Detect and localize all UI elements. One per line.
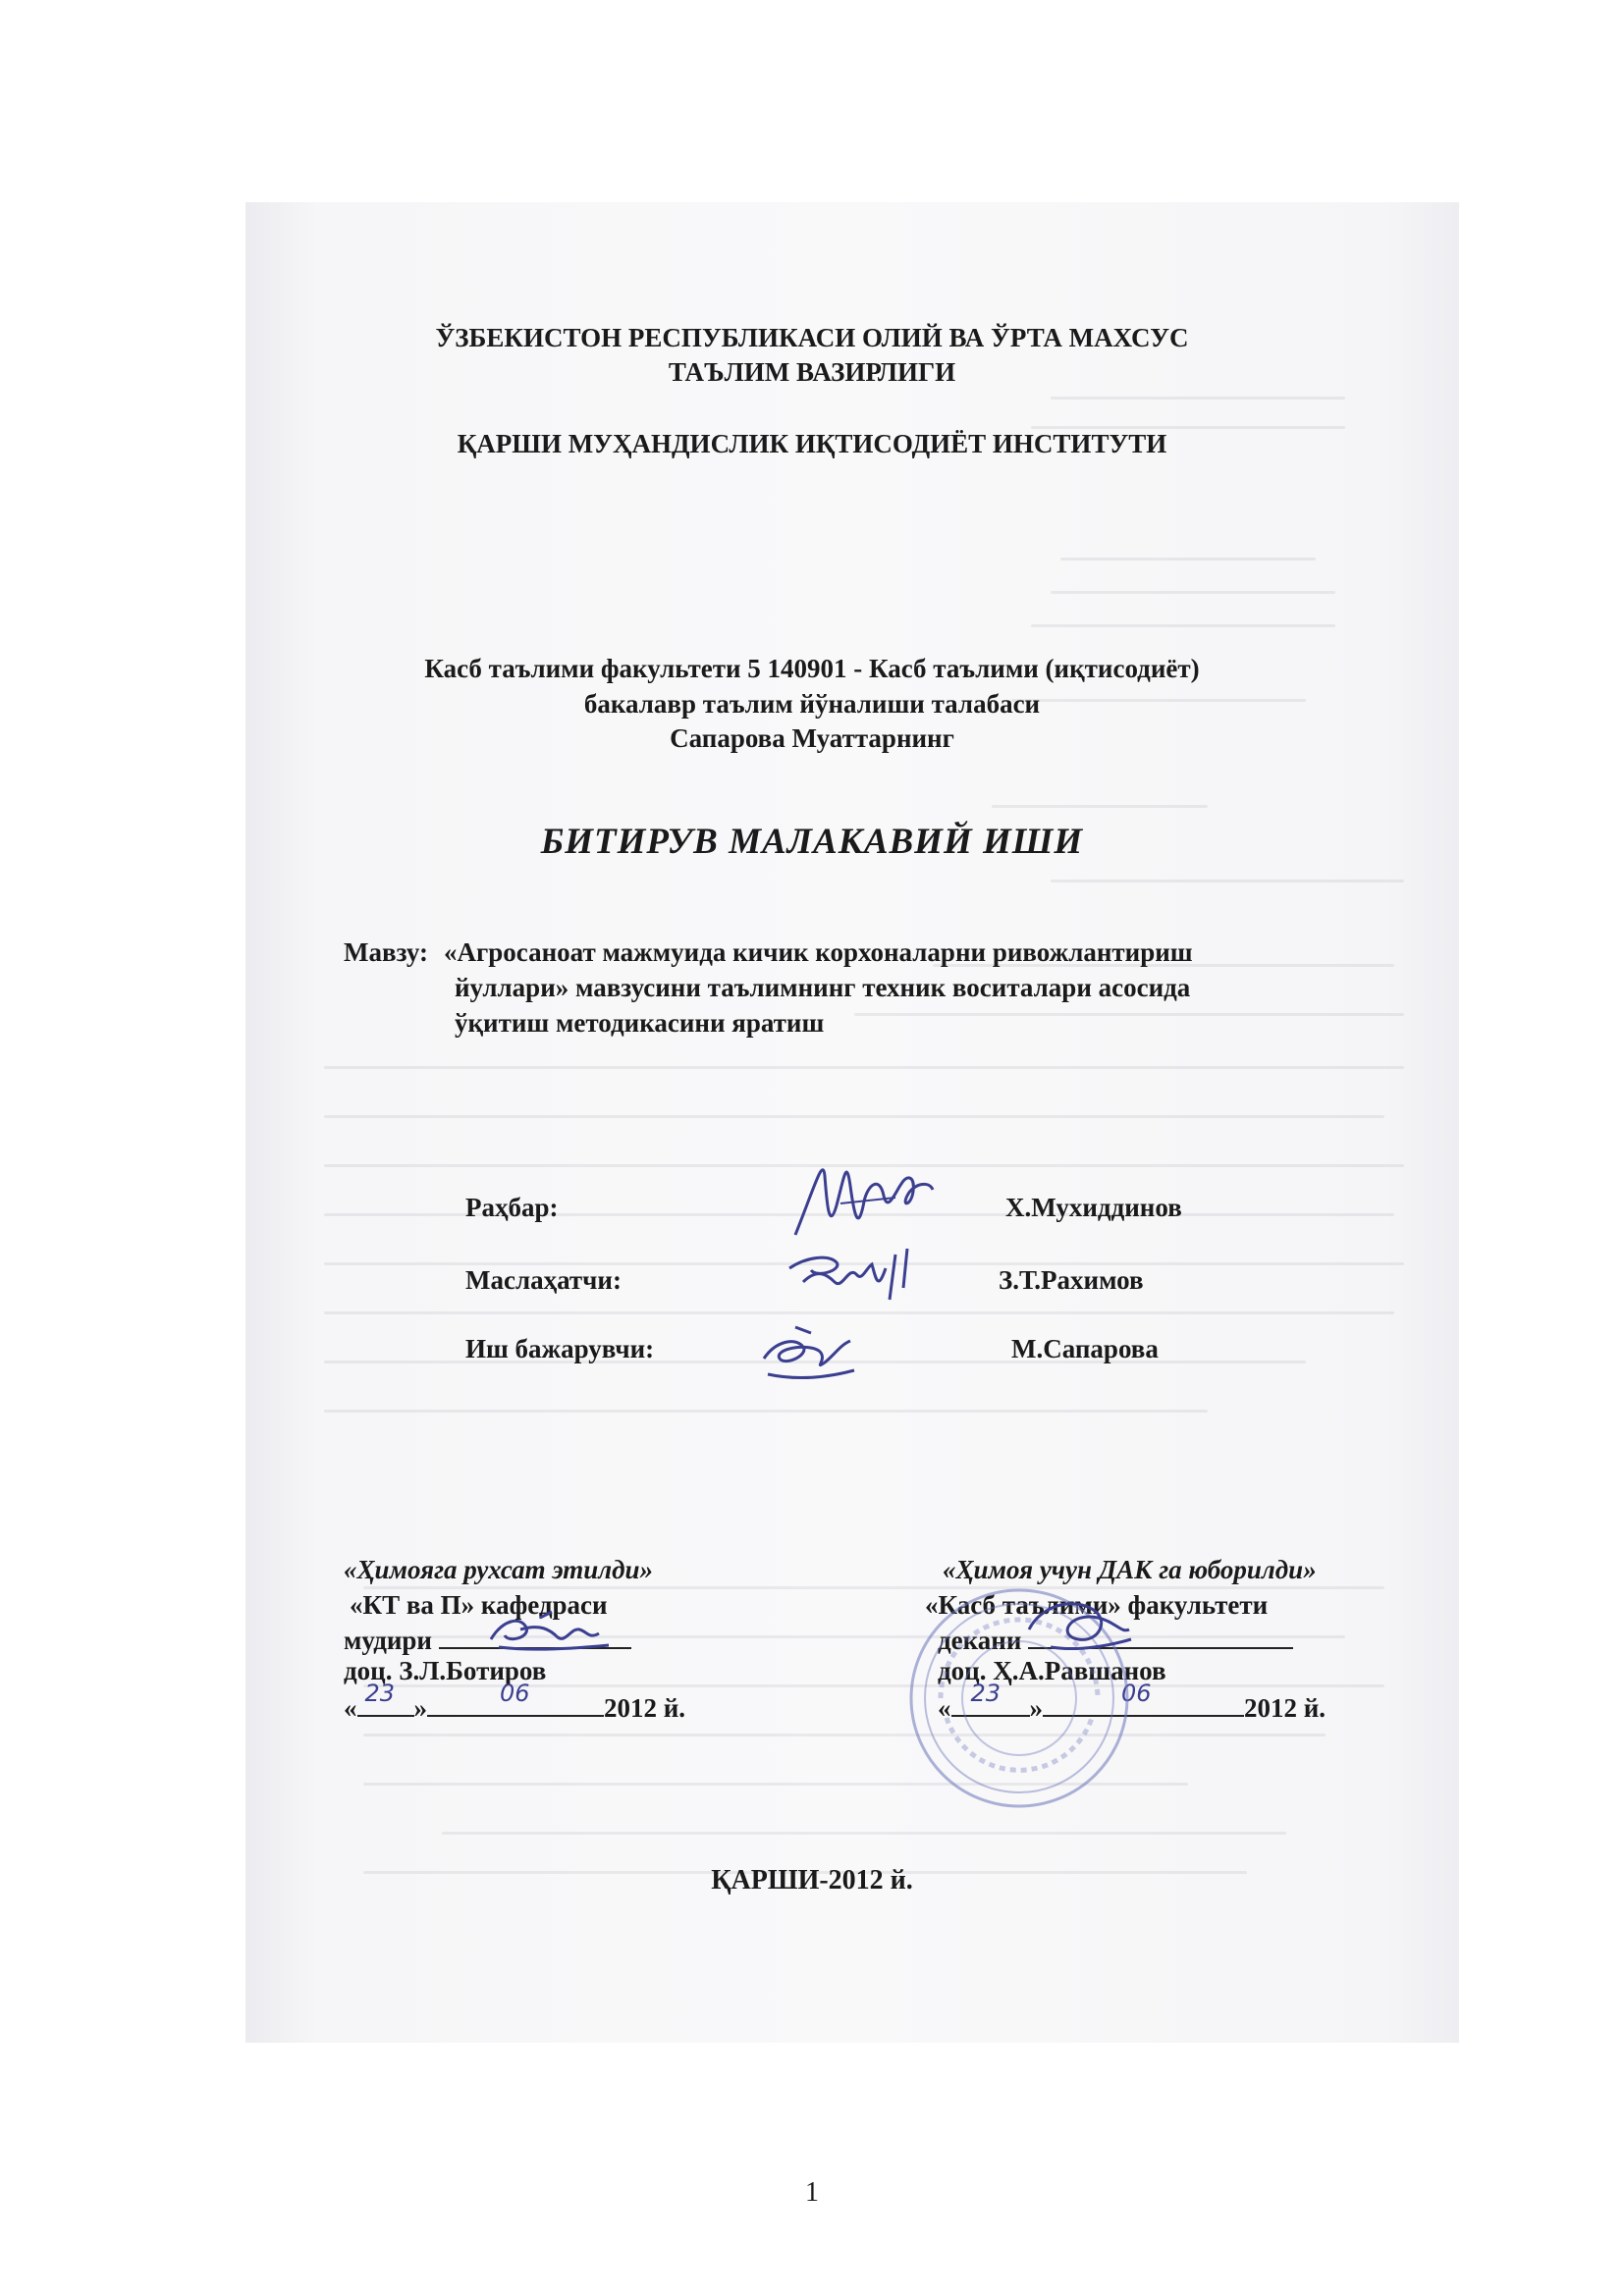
right-heading: «Ҳимоя учун ДАК га юборилди» (943, 1555, 1317, 1584)
left-position: мудири (344, 1626, 432, 1655)
right-year: 2012 й. (1244, 1693, 1326, 1723)
ministry-line-1: ЎЗБЕКИСТОН РЕСПУБЛИКАСИ ОЛИЙ ВА ЎРТА МАХСУС (435, 323, 1189, 352)
city-year: ҚАРШИ-2012 й. (711, 1865, 913, 1896)
topic-label: Мавзу: (344, 937, 428, 967)
student-name: Сапарова Муаттарнинг (670, 723, 954, 753)
left-day-field (357, 1680, 414, 1717)
right-position: декани (938, 1626, 1022, 1655)
right-faculty: «Касб таълими» факультети (925, 1590, 1269, 1620)
role-label-supervisor: Раҳбар: (465, 1193, 559, 1222)
consultant-signature (778, 1239, 935, 1317)
program-line: бакалавр таълим йўналиши талабаси (583, 689, 1041, 719)
author-signature (756, 1315, 864, 1394)
left-year: 2012 й. (604, 1693, 686, 1723)
role-label-author: Иш бажарувчи: (465, 1334, 655, 1363)
role-name-supervisor: Х.Мухиддинов (1005, 1193, 1182, 1222)
right-date-open-quote: « (938, 1693, 951, 1723)
institute-name: ҚАРШИ МУҲАНДИСЛИК ИҚТИСОДИЁТ ИНСТИТУТИ (457, 429, 1167, 458)
left-month: 06 (500, 1680, 530, 1707)
left-head-signature (481, 1600, 619, 1659)
right-dean-signature (1021, 1590, 1139, 1659)
left-date-close-quote: » (413, 1693, 427, 1723)
role-label-consultant: Маслаҳатчи: (465, 1265, 622, 1295)
left-date (344, 1680, 686, 1724)
right-day: 23 (970, 1680, 1001, 1707)
ministry-line-2: ТАЪЛИМ ВАЗИРЛИГИ (668, 357, 956, 387)
faculty-line: Касб таълими факультети 5 140901 - Касб таълими (иқтисодиёт) (424, 654, 1200, 683)
role-name-author: М.Сапарова (1011, 1334, 1159, 1363)
topic-line-3: ўқитиш методикасини яратиш (455, 1008, 825, 1038)
scanned-page (245, 202, 1459, 2043)
right-month: 06 (1121, 1680, 1152, 1707)
left-month-field (427, 1680, 604, 1717)
left-person: доц. З.Л.Ботиров (344, 1656, 547, 1685)
role-name-consultant: З.Т.Рахимов (999, 1265, 1144, 1295)
topic-line-2: йуллари» мавзусини таълимнинг техник воситалари асосида (455, 973, 1191, 1002)
left-department: «КТ ва П» кафедраси (350, 1590, 608, 1620)
right-person: доц. Ҳ.А.Равшанов (938, 1656, 1166, 1685)
work-title: БИТИРУВ МАЛАКАВИЙ ИШИ (540, 822, 1084, 862)
topic-line-1: «Агросаноат мажмуида кичик корхоналарни ривожлантириш (444, 937, 1193, 967)
left-heading: «Ҳимояга рухсат этилди» (344, 1555, 654, 1584)
left-day: 23 (364, 1680, 396, 1707)
right-date-close-quote: » (1029, 1693, 1043, 1723)
left-date-open-quote: « (344, 1693, 357, 1723)
page-number: 1 (805, 2177, 819, 2208)
